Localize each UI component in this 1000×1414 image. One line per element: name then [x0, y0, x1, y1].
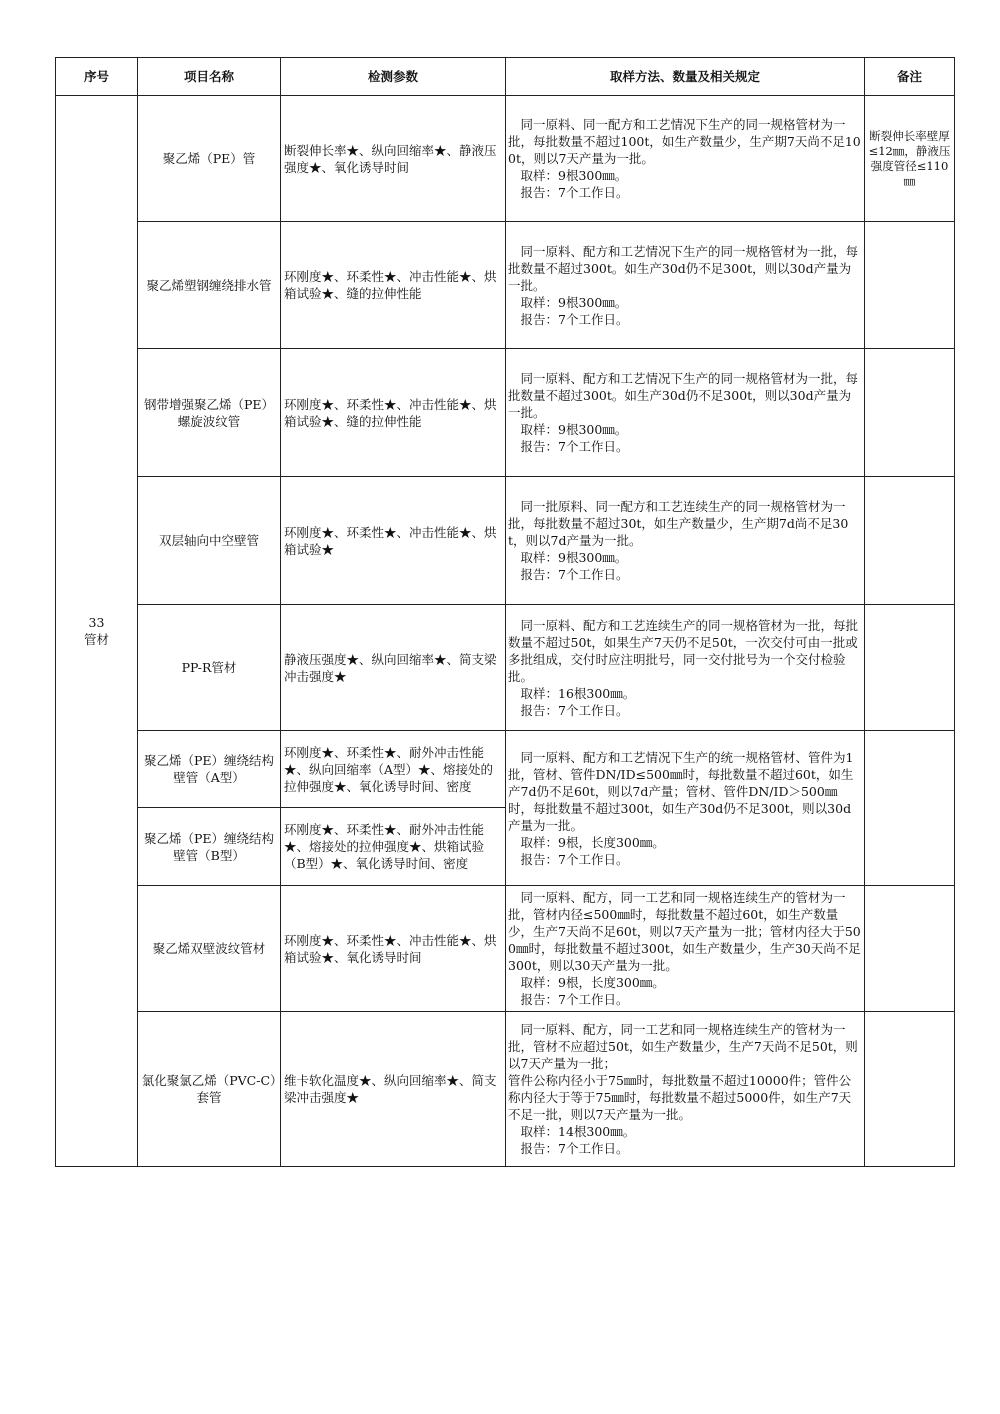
row-method: 同一原料、配方，同一工艺和同一规格连续生产的管材为一批，管材内径≤500㎜时，每批数量不超过60t，如生产数量少，生产7天尚不足60t，则以7天产量为一批；管材内径大于500㎜时，每批数量不超过300t，如生产数量少，生产30天尚不足300t，则以30天产量为一批。 取样：9根，长度300㎜。 报告：7个工作日。 [506, 886, 865, 1012]
row-name: 聚乙烯（PE）缠绕结构壁管（B型） [138, 808, 281, 886]
table-row [56, 605, 955, 731]
row-method: 同一原料、配方和工艺情况下生产的同一规格管材为一批，每批数量不超过300t。如生产30d仍不足300t，则以30d产量为一批。 取样：9根300㎜。 报告：7个工作日。 [506, 349, 865, 477]
row-name: 钢带增强聚乙烯（PE）螺旋波纹管 [138, 349, 281, 477]
row-note: 断裂伸长率壁厚≤12㎜，静液压强度管径≤110㎜ [865, 96, 955, 222]
table-row [56, 349, 955, 477]
row-method: 同一原料、配方和工艺情况下生产的同一规格管材为一批，每批数量不超过300t。如生产30d仍不足300t，则以30d产量为一批。 取样：9根300㎜。 报告：7个工作日。 [506, 222, 865, 349]
header-name: 项目名称 [138, 58, 281, 96]
table-header-row [56, 58, 955, 96]
table-row [56, 222, 955, 349]
row-note [865, 222, 955, 349]
table-row [56, 477, 955, 605]
row-note [865, 349, 955, 477]
row-params: 静液压强度★、纵向回缩率★、简支梁冲击强度★ [281, 605, 506, 731]
row-method: 同一原料、配方和工艺情况下生产的统一规格管材、管件为1批，管材、管件DN/ID≤500㎜时，每批数量不超过60t，如生产7d仍不足60t，则以7d产量；管材、管件DN/ID＞500㎜时，每批数量不超过300t，如生产30d仍不足300t，则以30d产量为一批。 取样：9根，长度300㎜。 报告：7个工作日。 [506, 731, 865, 886]
row-method: 同一原料、配方和工艺连续生产的同一规格管材为一批，每批数量不超过50t，如果生产7天仍不足50t，一次交付可由一批或多批组成，交付时应注明批号，同一交付批号为一个交付检验批。 取样：16根300㎜。 报告：7个工作日。 [506, 605, 865, 731]
group-seq-cell: 33 管材 [56, 96, 138, 1167]
row-params: 环刚度★、环柔性★、耐外冲击性能★、熔接处的拉伸强度★、烘箱试验（B型）★、氧化诱导时间、密度 [281, 808, 506, 886]
row-method: 同一原料、同一配方和工艺情况下生产的同一规格管材为一批，每批数量不超过100t，如生产数量少，生产期7天尚不足100t，则以7天产量为一批。 取样：9根300㎜。 报告：7个工作日。 [506, 96, 865, 222]
row-params: 环刚度★、环柔性★、冲击性能★、烘箱试验★、缝的拉伸性能 [281, 222, 506, 349]
row-name: 双层轴向中空壁管 [138, 477, 281, 605]
row-note [865, 1012, 955, 1167]
row-note [865, 477, 955, 605]
row-params: 维卡软化温度★、纵向回缩率★、简支梁冲击强度★ [281, 1012, 506, 1167]
row-name: 聚乙烯塑钢缠绕排水管 [138, 222, 281, 349]
row-note [865, 886, 955, 1012]
row-name: 氯化聚氯乙烯（PVC-C）套管 [138, 1012, 281, 1167]
row-name: 聚乙烯（PE）缠绕结构壁管（A型） [138, 731, 281, 808]
row-name: 聚乙烯双壁波纹管材 [138, 886, 281, 1012]
pipe-testing-table [55, 57, 955, 1167]
row-params: 环刚度★、环柔性★、冲击性能★、烘箱试验★ [281, 477, 506, 605]
row-name: PP-R管材 [138, 605, 281, 731]
row-name: 聚乙烯（PE）管 [138, 96, 281, 222]
table-row [56, 1012, 955, 1167]
row-params: 环刚度★、环柔性★、冲击性能★、烘箱试验★、氧化诱导时间 [281, 886, 506, 1012]
table-row [56, 886, 955, 1012]
row-params: 环刚度★、环柔性★、冲击性能★、烘箱试验★、缝的拉伸性能 [281, 349, 506, 477]
header-params: 检测参数 [281, 58, 506, 96]
table-row [56, 96, 955, 222]
row-note [865, 605, 955, 731]
row-method: 同一批原料、同一配方和工艺连续生产的同一规格管材为一批，每批数量不超过30t，如生产数量少，生产期7d尚不足30t，则以7d产量为一批。 取样：9根300㎜。 报告：7个工作日。 [506, 477, 865, 605]
row-method: 同一原料、配方，同一工艺和同一规格连续生产的管材为一批，管材不应超过50t，如生产数量少，生产7天尚不足50t，则以7天产量为一批； 管件公称内径小于75㎜时，每批数量不超过10000件；管件公称内径大于等于75㎜时，每批数量不超过5000件，如生产7天不足一批，则以7天产量为一批。 取样：14根300㎜。 报告：7个工作日。 [506, 1012, 865, 1167]
header-method: 取样方法、数量及相关规定 [506, 58, 865, 96]
header-seq: 序号 [56, 58, 138, 96]
row-note [865, 731, 955, 886]
row-params: 断裂伸长率★、纵向回缩率★、静液压强度★、氧化诱导时间 [281, 96, 506, 222]
header-note: 备注 [865, 58, 955, 96]
row-params: 环刚度★、环柔性★、耐外冲击性能★、纵向回缩率（A型）★、熔接处的拉伸强度★、氧化诱导时间、密度 [281, 731, 506, 808]
table-row [56, 731, 955, 808]
